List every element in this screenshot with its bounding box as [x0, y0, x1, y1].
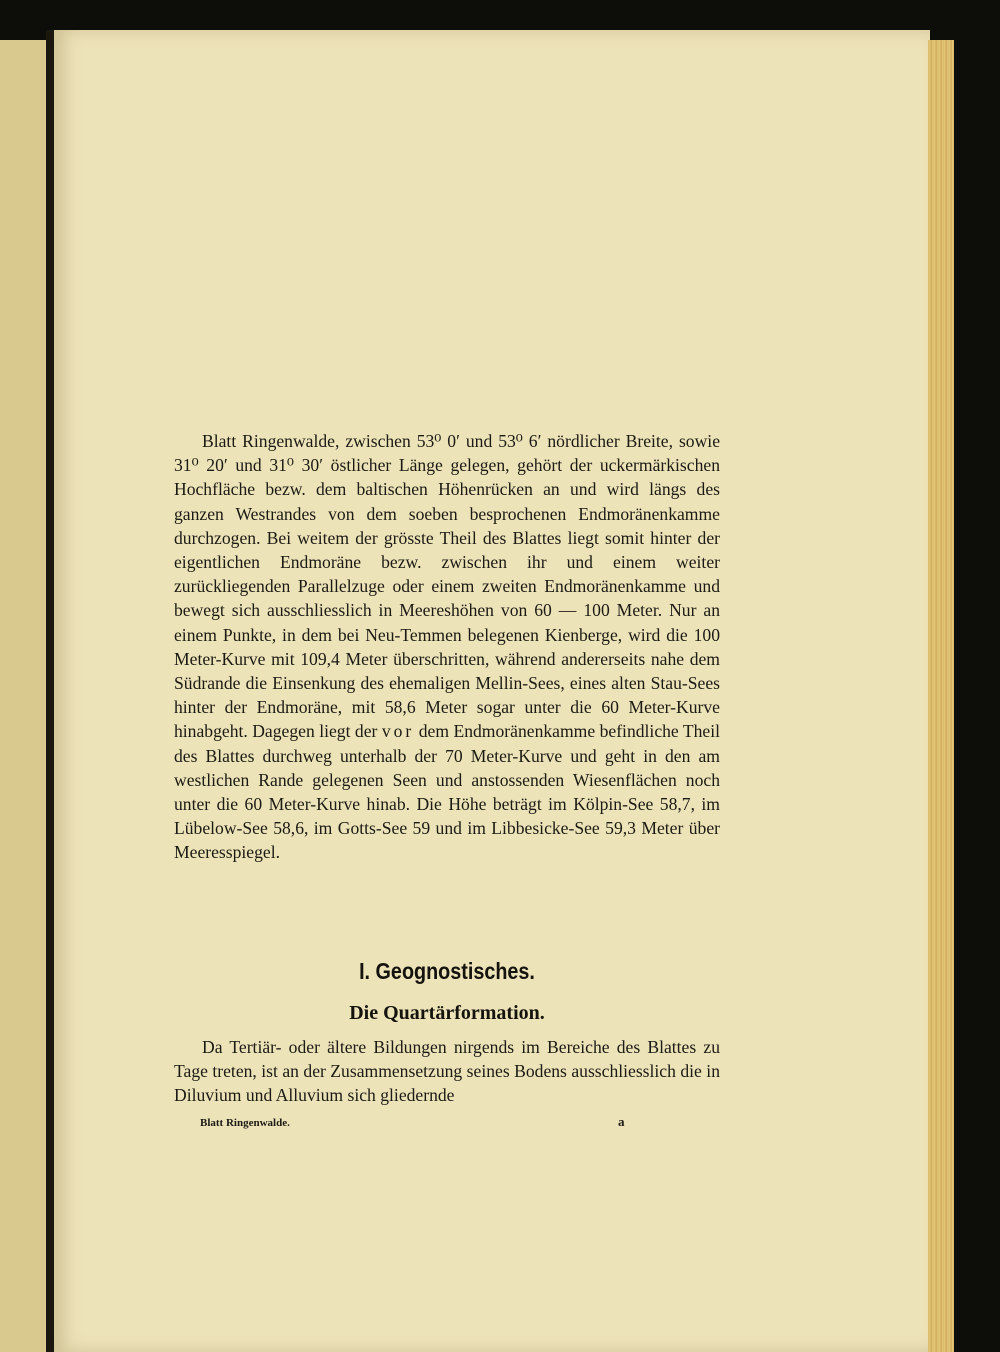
- sub-heading: Die Quartärformation.: [349, 1002, 545, 1024]
- sheet-name-footer: Blatt Ringenwalde.: [200, 1117, 290, 1129]
- intro-text-part-1: Blatt Ringenwalde, zwischen 53⁰ 0′ und 53⁰ 6′ nördlicher Breite, sowie 31⁰ 20′ und 31⁰ 30′ östlicher Länge gelegen, gehört der uckermärkischen Hochfläche bezw. dem baltischen Höhenrücken an und wird längs des ganzen Westrandes von dem soeben besprochenen Endmoränenkamme durchzogen. Bei weitem der grösste Theil des Blattes liegt somit hinter der eigentlichen Endmoräne bezw. zwischen ihr und einem weiter zurückliegenden Parallelzuge oder einem zweiten Endmoränenkamme und bewegt sich ausschliesslich in Meereshöhen von 60 — 100 Meter. Nur an einem Punkte, in dem bei Neu-Temmen belegenen Kienberge, wird die 100 Meter-Kurve mit 109,4 Meter überschritten, während andererseits nahe dem Südrande die Einsenkung des ehemaligen Mellin-Sees, eines alten Stau-Sees hinter der Endmoräne, mit 58,6 Meter sogar unter die 60 Meter-Kurve hinabgeht. Dagegen liegt der: [174, 431, 720, 742]
- intro-text-part-2: dem Endmoränenkamme befindliche Theil des Blattes durchweg unterhalb der 70 Meter-Kurve und geht in den am westlichen Rande gelegenen Seen und anstossenden Wiesenflächen noch unter die 60 Meter-Kurve hinab. Die Höhe beträgt im Kölpin-See 58,7, im Lübelow-See 58,6, im Gotts-See 59 und im Libbesicke-See 59,3 Meter über Meeresspiegel.: [174, 721, 720, 863]
- emphasized-word: vor: [381, 721, 415, 742]
- section-heading: I. Geognostisches.: [359, 958, 535, 984]
- intro-paragraph: [174, 429, 720, 865]
- facing-page-edge: [0, 40, 48, 1352]
- signature-mark: a: [618, 1114, 625, 1129]
- page-block-edges: [928, 40, 954, 1352]
- quaternary-paragraph: Da Tertiär- oder ältere Bildungen nirgends im Bereiche des Blattes zu Tage treten, ist an der Zusammensetzung seines Bodens ausschliesslich die in Diluvium und Alluvium sich gliedernde: [174, 1037, 720, 1106]
